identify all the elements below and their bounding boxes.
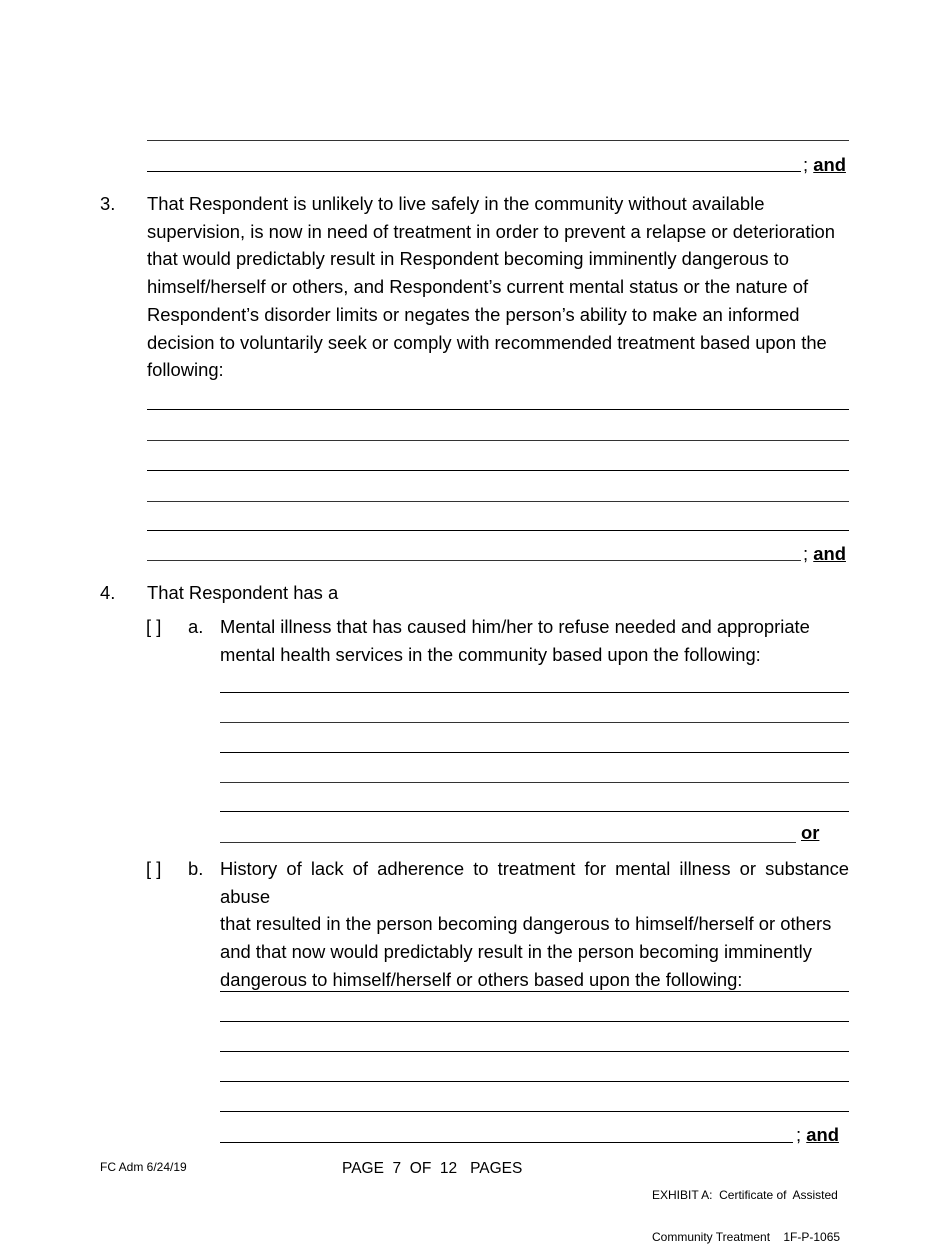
- paragraph-line: and that now would predictably result in the person becoming imminently: [220, 941, 812, 963]
- paragraph-line: Mental illness that has caused him/her to refuse needed and appropriate: [220, 616, 810, 637]
- tail-conjunction: and: [813, 543, 846, 564]
- answer-line[interactable]: [147, 560, 801, 561]
- page-number: PAGE 7 OF 12 PAGES: [342, 1160, 523, 1177]
- answer-line[interactable]: [220, 1021, 849, 1022]
- paragraph-line: Respondent’s disorder limits or negates the person’s ability to make an informed: [147, 303, 800, 325]
- answer-line[interactable]: [147, 171, 801, 172]
- answer-line[interactable]: [147, 501, 849, 502]
- paragraph-line: that would predictably result in Respondent becoming imminently dangerous to: [147, 248, 789, 270]
- tail-separator: ;: [803, 543, 809, 564]
- answer-line[interactable]: [147, 140, 849, 141]
- item4a-paragraph: [220, 613, 849, 668]
- tail-conjunction: and: [806, 1124, 839, 1145]
- paragraph-line: History of lack of adherence to treatment for mental illness or substance abuse: [220, 858, 849, 907]
- answer-line[interactable]: [220, 692, 849, 693]
- checkbox-a[interactable]: [ ]: [146, 616, 162, 637]
- paragraph-line: decision to voluntarily seek or comply with recommended treatment based upon the: [147, 331, 827, 353]
- line-ending: [803, 154, 846, 176]
- paragraph-line: following:: [147, 359, 224, 381]
- exhibit-line: EXHIBIT A: Certificate of Assisted: [652, 1188, 838, 1202]
- exhibit-caption: [652, 1160, 849, 1258]
- item-number: 4.: [100, 582, 116, 603]
- form-id: FC Adm 6/24/19: [100, 1160, 187, 1174]
- answer-line[interactable]: [147, 440, 849, 441]
- answer-line[interactable]: [220, 842, 796, 843]
- answer-line[interactable]: [147, 530, 849, 531]
- paragraph-line: himself/herself or others, and Respondent’s current mental status or the nature of: [147, 276, 809, 298]
- subitem-letter: b.: [188, 858, 204, 879]
- answer-line[interactable]: [147, 470, 849, 471]
- line-ending: [796, 1124, 839, 1146]
- item3-paragraph: [147, 190, 849, 384]
- answer-line[interactable]: [220, 1142, 793, 1143]
- line-ending: [801, 822, 819, 844]
- item-number: 3.: [100, 193, 116, 214]
- tail-separator: ;: [803, 154, 809, 175]
- paragraph-line: supervision, is now in need of treatment in order to prevent a relapse or deterioration: [147, 220, 835, 242]
- paragraph-line: That Respondent is unlikely to live safely in the community without available: [147, 193, 765, 214]
- tail-separator: ;: [796, 1124, 802, 1145]
- paragraph-line: that resulted in the person becoming dangerous to himself/herself or others: [220, 913, 832, 935]
- answer-line[interactable]: [220, 1111, 849, 1112]
- answer-line[interactable]: [220, 1081, 849, 1082]
- answer-line[interactable]: [147, 409, 849, 410]
- answer-line[interactable]: [220, 991, 849, 992]
- answer-line[interactable]: [220, 1051, 849, 1052]
- answer-line[interactable]: [220, 811, 849, 812]
- tail-conjunction: or: [801, 822, 820, 843]
- item4b-paragraph: [220, 855, 849, 994]
- paragraph-line: mental health services in the community based upon the following:: [220, 643, 761, 665]
- subitem-letter: a.: [188, 616, 204, 637]
- line-ending: [803, 543, 846, 565]
- exhibit-line: Community Treatment 1F-P-1065: [652, 1230, 841, 1244]
- answer-line[interactable]: [220, 782, 849, 783]
- tail-conjunction: and: [813, 154, 846, 175]
- answer-line[interactable]: [220, 752, 849, 753]
- item4-intro: That Respondent has a: [147, 582, 339, 603]
- answer-line[interactable]: [220, 722, 849, 723]
- paragraph-line: dangerous to himself/herself or others based upon the following:: [220, 968, 743, 990]
- checkbox-b[interactable]: [ ]: [146, 858, 162, 879]
